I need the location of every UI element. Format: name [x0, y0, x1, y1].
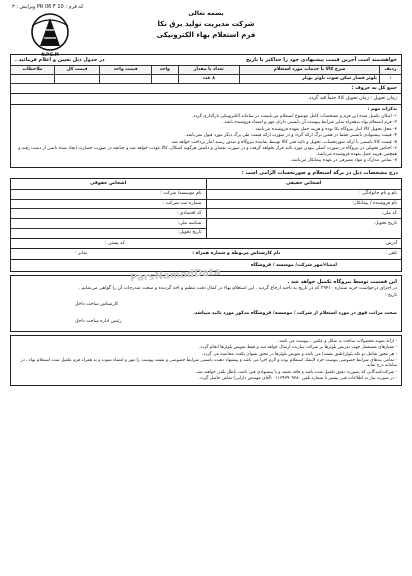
list-item: - در صورت نیاز به اطلاعات فنی بیشتر با شماره تلفن ۰۱۱۳۴۷۹۰۹۳۸۰ (آقای مهندس دارابی) تماس حاصل گردد.: [198, 376, 397, 382]
registration-number-field[interactable]: [11, 200, 206, 210]
seller-name-field[interactable]: [207, 200, 402, 210]
address-field[interactable]: [10, 239, 402, 250]
col-qty: تعداد یا مقدار: [178, 66, 239, 75]
head-signature: رئیس اداره ساخت داخل: [75, 319, 122, 325]
fax-label: نمابر :: [75, 251, 88, 257]
list-item: ۲- فرم استعلام بهاء به‌همراه سایر شرایط پیوست آن بایستی دارای مهر و امضاء فروشنده باشد .: [221, 120, 397, 126]
buyer-section-title: این قسمت توسط نیروگاه تکمیل خواهد شد .: [287, 279, 397, 286]
national-code-label: کد ملی:: [381, 210, 397, 216]
list-item: ۱- امکان تکمیل شده این فرم و مشخصات کامل موضوع استعلام می‌بایست در سامانه الکترونیکی بارگذاری گردد.: [191, 113, 397, 119]
economic-code-label: کد اقتصادی :: [176, 210, 202, 216]
list-item: ۳- محل تحویل کالا انبار نیروگاه نکا بوده و هزینه حمل بعهده فروشنده می‌باشد .: [252, 126, 397, 132]
item-description: بلوئر فشار شکن سوت بلوئر بویلر: [240, 74, 380, 83]
seller-name-label: نام فروشنده / پیمانکار:: [352, 201, 397, 207]
real-persons-column: [207, 179, 402, 237]
list-item: - هر محور شامل دو تکه بلوئر(طبق نقشه) می باشد و تعویض بلوئرها در محور بعنوان یکعدد محاسبه می گردد.: [201, 351, 397, 357]
phone-label: تلفن :: [385, 251, 397, 257]
postal-code-label: کد پستی :: [105, 240, 125, 246]
form-code: کد فرم : PR 06 F 10 ویرایش : ۳: [12, 4, 84, 10]
full-name-field[interactable]: [207, 190, 402, 200]
national-id-field[interactable]: [11, 219, 206, 229]
company-logo: [26, 12, 74, 58]
form-title: فرم استعلام بهاء الکترونیکی: [156, 30, 256, 39]
buyer-section: [10, 275, 402, 332]
seller-info-grid: [10, 178, 402, 238]
item-total-cell[interactable]: [55, 74, 100, 83]
list-item: - معیارهای مستعمل جهت تعریض بلوئرها بر شرکت سازنده ارسال خواهد شد و فقط تعویض بلوئرها انجام گردد.: [198, 345, 397, 351]
col-notes: ملاحظات: [11, 66, 55, 75]
legal-persons-column: [11, 179, 207, 237]
special-terms: [10, 335, 402, 386]
col-row: ردیف: [380, 66, 402, 75]
legal-delivery-date-field[interactable]: [11, 229, 206, 238]
delivery-label: زمان تحویل : زمان تحویل کالا حتماً قید گردد.: [307, 96, 397, 102]
legal-persons-title: اشخاص حقوقی: [11, 179, 206, 190]
notes-heading: تذکرات مهم :: [367, 107, 397, 113]
registration-number-label: شماره ثبت شرکت :: [162, 201, 202, 207]
bismillah-text: بسمه تعالی: [188, 10, 224, 17]
seller-section-title: درج مشخصات ذیل در برگه استعلام و صورتحساب الزامی است :: [241, 169, 398, 176]
request-title-left: در جدول ذیل تعیین و اعلام فرمائید .: [15, 57, 105, 63]
sum-label: جمع کل به حروف :: [351, 85, 397, 91]
buyer-date-label: تاریخ :: [384, 293, 397, 299]
real-delivery-date-field[interactable]: [207, 219, 402, 235]
item-qty: ۸ عدد: [178, 74, 239, 83]
national-id-label: شناسه ملی:: [177, 220, 202, 226]
form-header: [10, 10, 402, 57]
sum-in-words-field[interactable]: [10, 84, 402, 95]
company-name-field[interactable]: [11, 190, 206, 200]
item-unit-cell[interactable]: [151, 74, 178, 83]
signature-label: امضاء/مهر شرکت/ موسسه / فروشگاه: [250, 262, 337, 268]
list-item: ۶- اجناس تحویلی در نیروگاه در صورت اصلی نبودن مورد تائید قرار نخواهد گرفت و در صورت نقصان و داشتن هرگونه اشکال، کالا عودت خواهد شد و چنانچه در صورت خسارت ایجاد شده ناشی از دست رفته و همچنین هزینه حمل بعهده فروشنده می‌باشد.: [18, 146, 397, 157]
col-desc: شرح کالا یا خدمات مورد استعلام: [240, 66, 380, 75]
item-unit-price-cell[interactable]: [100, 74, 152, 83]
power-tower-logo-icon: [26, 12, 74, 52]
item-notes-cell[interactable]: [11, 74, 55, 83]
expert-signature: کارشناس ساخت داخل: [75, 301, 119, 307]
list-item: ۴- قیمت پیشنهادی بایستی فقط در همین برگ ارائه گردد و در صورت ارائه قیمت طی برگ دیگر مورد قبول نمی‌باشد.: [184, 133, 397, 139]
item-row-number: ۱: [380, 74, 402, 83]
company-name-label: نام موسسه/ شرکت :: [160, 191, 202, 197]
national-code-field[interactable]: [207, 209, 402, 219]
col-unit: واحد: [151, 66, 178, 75]
economic-code-field[interactable]: [11, 209, 206, 219]
phone-field[interactable]: [10, 249, 402, 260]
list-item: ۵- قیمت کالا بایستی با ارائه صورتحساب، تحویل و تائید فنی کالا توسط نماینده نیروگاه و صدور رسید انبار پرداخت خواهد شد.: [170, 139, 397, 145]
full-name-label: نام و نام خانوادگی :: [359, 191, 397, 197]
address-label: آدرس:: [384, 240, 397, 246]
real-delivery-date-label: تاریخ تحویل:: [373, 220, 397, 226]
col-total: قیمت کل: [55, 66, 100, 75]
watermark-text: ParsNamadData: [129, 266, 221, 285]
list-item: ۷- تمامی مدارک و مواد مصرفی در عهده پیمانکار می‌باشد.: [290, 158, 397, 164]
items-header-row: [11, 66, 402, 75]
table-row: [11, 74, 402, 83]
contact-label: نام کارشناس مربوطه و شماره همراه :: [192, 251, 281, 257]
delivery-time-field[interactable]: [10, 94, 402, 105]
important-notes: [10, 105, 402, 168]
list-item: - شرکت‌کنندگانی که بصورت دقیق تکمیل شده باشد و فاقد نقشه و یا پیشنهادی فنی باشد، باطل تلقی خواهند شد.: [195, 369, 397, 375]
company-name: شرکت مدیریت تولید برق نکا: [157, 19, 255, 28]
seller-signature-field[interactable]: [10, 260, 402, 272]
legal-delivery-date-label: تاریخ تحویل:: [177, 230, 202, 236]
items-table: [10, 65, 402, 83]
logo-label: N.P.G.M: [41, 52, 59, 57]
list-item: - ارائه نمونه محصولات ساخت به شکل و عکس ، پیوست می باشد .: [276, 339, 397, 345]
real-persons-title: اشخاص حقیقی: [207, 179, 402, 190]
col-unit-price: قیمت واحد: [100, 66, 152, 75]
request-title-right: خواهشمند است آخرین قیمت پیشنهادی خود را حداکثر تا تاریخ: [245, 57, 397, 63]
confirm-text: صحت مراتب فوق در مورد استعلام از شرکت / موسسه/ فروشگاه مذکور مورد تائید میباشد.: [193, 310, 397, 316]
buyer-certification-text: در اجرای درخواست خرید شماره ۲۹۴۱۰ که در تاریخ به ناحیه ارجاع گردید . این استعلام بهاء در کمال دقت تنظیم و اخذ گردیده و صحت مندرجات آن را گواهی می‌نمایم .: [78, 286, 397, 292]
list-item: - تمامی بندهای شرایط خصوصی پیوست جزء لاینفک استعلام بوده و لازم اجرا می باشد و پیشنهاد دهنده بایستی شرایط خصوصی و نقشه پیوست را مهر و امضاء نموده و به همراه فرم تکمیل شده استعلام بهاء ، در سامانه درج نماید.: [20, 358, 397, 369]
